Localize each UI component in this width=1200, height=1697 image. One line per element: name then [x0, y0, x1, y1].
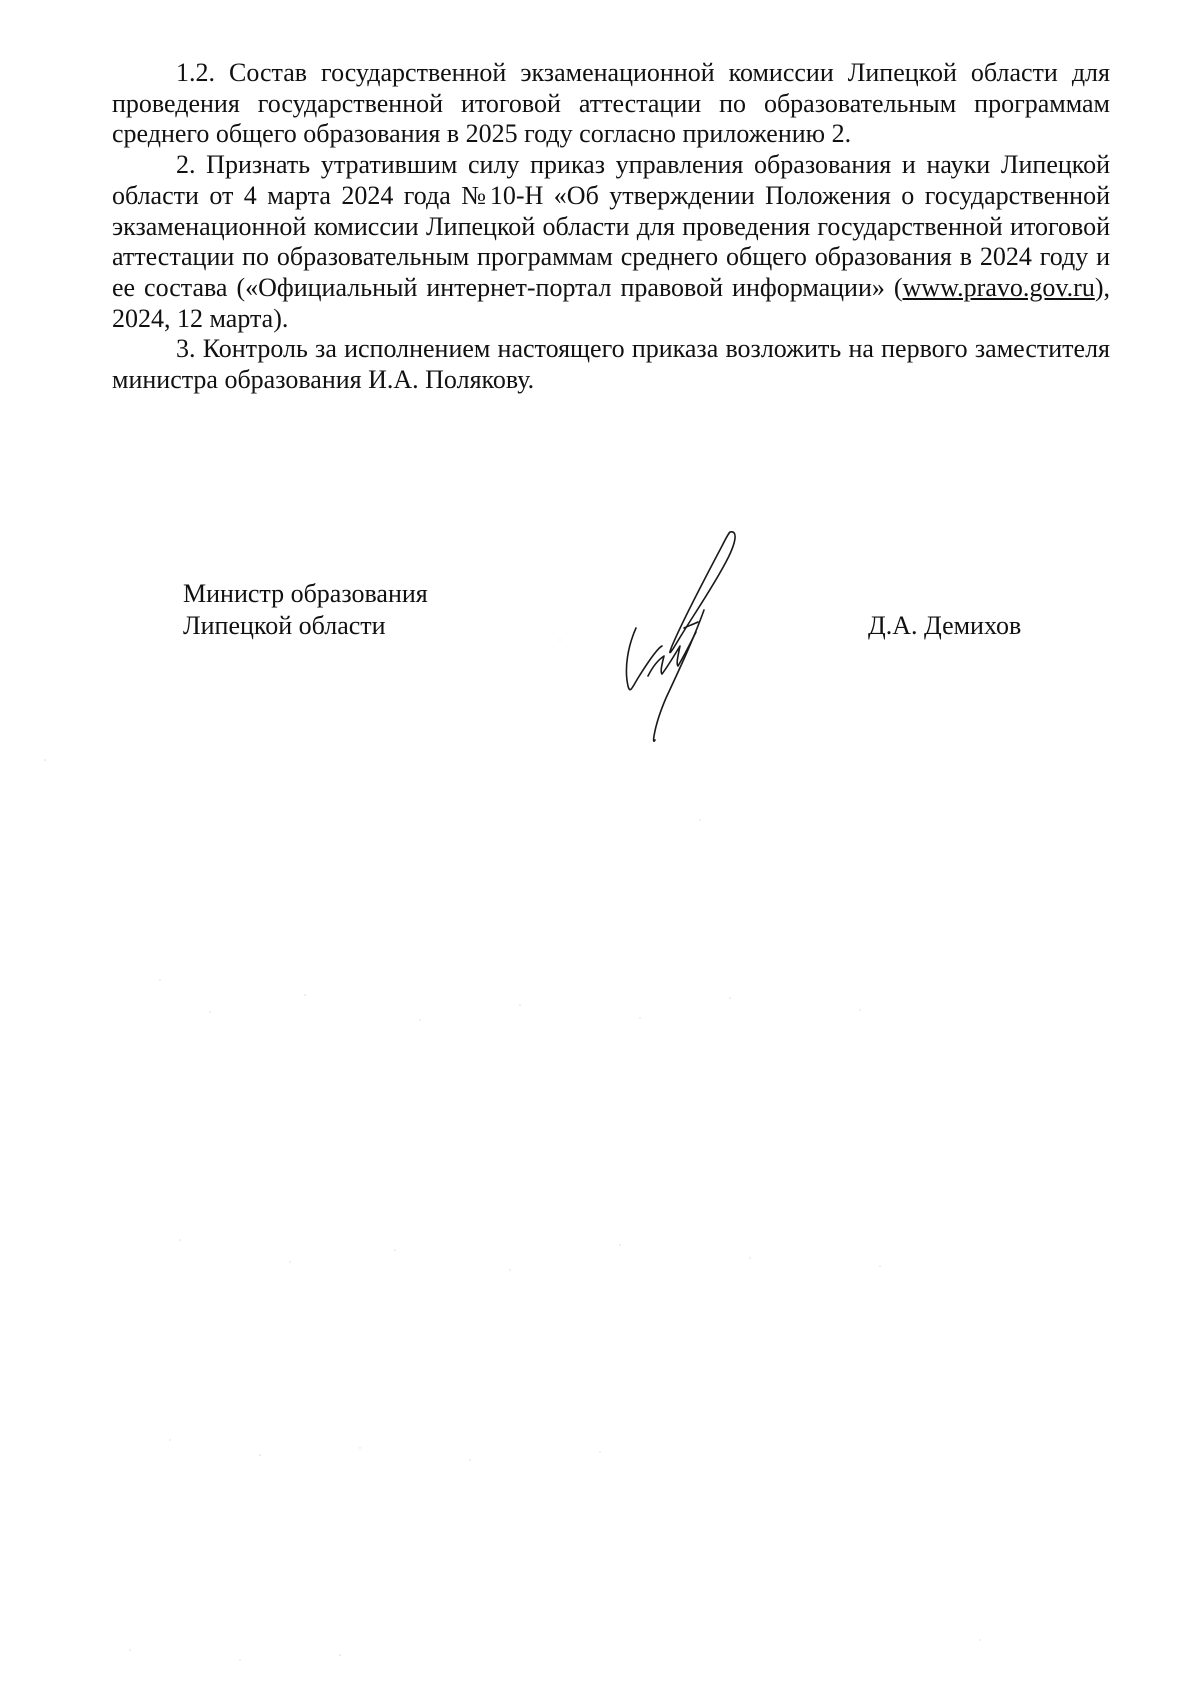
signatory-title-line-1: Министр образования — [183, 579, 428, 608]
pravo-gov-link[interactable]: www.pravo.gov.ru — [902, 272, 1095, 302]
paragraph-2-text-start: 2. Признать утратившим силу приказ управления образования и науки Липецкой области от 4 марта 2024 года №10-Н «Об утверждении Положения о государственной экзаменационной комиссии Липецкой области для проведения государственной итоговой аттестации по образовательным программам среднего общего образования в 2024 году и ее состава («Официальный интернет-портал правовой информации» ( — [112, 150, 1110, 302]
paragraph-2 — [112, 150, 1110, 334]
signatory-title — [183, 578, 428, 642]
handwritten-signature — [618, 528, 758, 743]
paragraph-3: 3. Контроль за исполнением настоящего приказа возложить на первого заместителя министра образования И.А. Полякову. — [112, 334, 1110, 395]
paragraph-2-text-end: ), 2024, 12 марта). — [112, 272, 1110, 333]
signatory-title-line-2: Липецкой области — [183, 611, 386, 640]
signatory-name: Д.А. Демихов — [868, 611, 1022, 640]
document-body — [112, 58, 1110, 396]
paragraph-1-2: 1.2. Состав государственной экзаменационной комиссии Липецкой области для проведения государственной итоговой аттестации по образовательным программам среднего общего образования в 2025 году согласно приложению 2. — [112, 58, 1110, 149]
